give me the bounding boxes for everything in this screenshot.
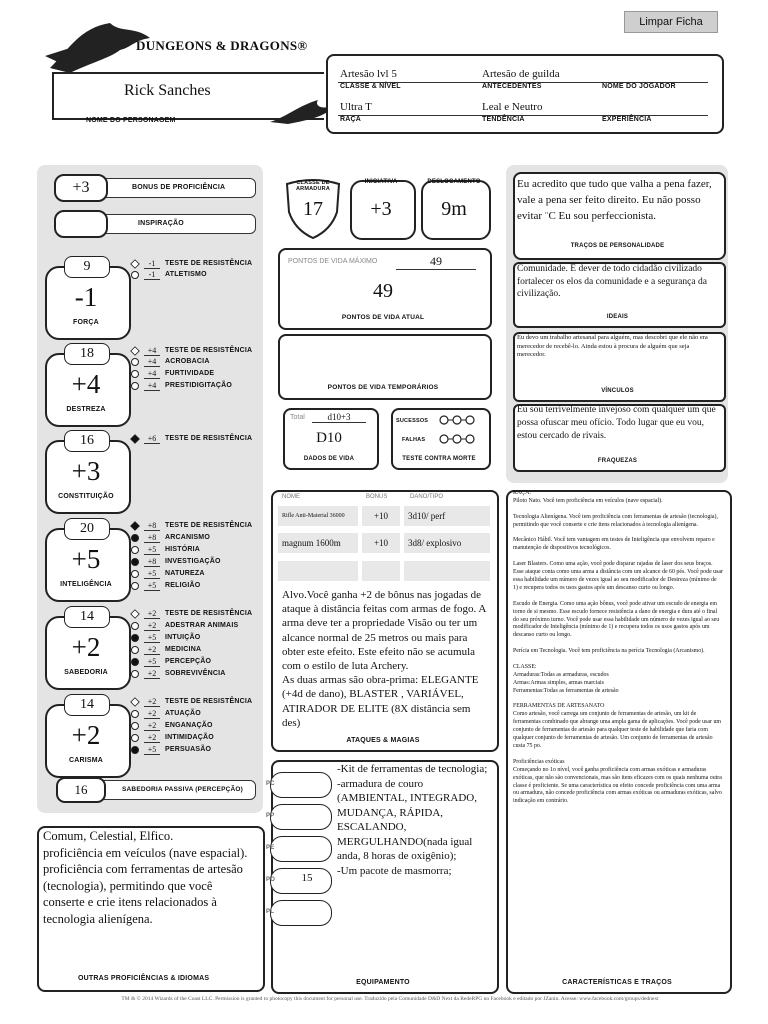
skill-row[interactable] — [131, 633, 261, 644]
coin-label: PL — [266, 909, 275, 915]
skill-value[interactable]: +8 — [144, 521, 160, 531]
skill-label: TESTE DE RESISTÊNCIA — [165, 698, 253, 705]
proficiency-marker[interactable] — [130, 521, 140, 531]
ability-3 — [45, 520, 127, 603]
skill-label: TESTE DE RESISTÊNCIA — [165, 347, 253, 354]
features-text[interactable]: RAÇA: Piloto Nato. Você tem proficiência em veículos (nave espacial). Tecnologia Alienígena. Você tem proficiência com ferramentas de artesão (tecnologia), permitindo que você conserte e crie itens relacionados à tecnologia alienígena. Mecânico Hábil. Você tem vantagem em testes de Inteligência que envolvem reparo e manutenção de dispositivos tecnológicos. Laser Blasters. Como uma ação, você pode disparar rajadas de laser dos seus braços. Esse ataque conta como uma arma a distância com um alcance de 60 pés. Você pode usar essa habilidade um número de vezes igual ao seu modificador de Destreza (mínimo de 1) e recupera todos os usos gastos após um descanso curto ou longo. Escudo de Energia. Como uma ação bônus, você pode ativar um escudo de energia em torno de si mesmo. Esse escudo fornece resistência a dano de energia e dura até o final do seu próximo turno. Você pode usar essa habilidade um número de vezes igual ao seu modificador de Inteligência (mínimo de 1) e recupera todos os usos gastos após um descanso curto ou longo. Perícia em Tecnologia. Você tem proficiência na perícia Tecnologia (Arcanismo). CLASSE: Armaduras:Todas as armaduras, escudos Armas:Armas simples, armas marciais Ferramentas:Todas as ferramentas de artesão FERRAMENTAS DE ARTESANATO Como artesão, você carrega um conjunto de ferramentas de artesão, um kit de ferramentas combinado que abrange uma ampla gama de aplicações. Você pode usar um conjunto de ferramentas de artesão para qualquer teste de habilidade que faria com qualquer conjunto de ferramentas de artesão. Um conjunto de ferramentas de artesão custa 75 po. Proficiências exóticas Começando no 1o nível, você ganha proficiência com armas exóticas e armaduras exóticas, que não são convencionais, mas são itens eficazes com os quais nenhuma outra classe é proficiente. Se uma característica ou efeito concede proficiência com uma arma ou armadura, não concede proficiência com armas exóticas ou armaduras exóticas, salvo indicação em contrário. — [513, 490, 723, 805]
skill-label: ENGANAÇÃO — [165, 722, 213, 729]
skill-value[interactable]: +5 — [144, 745, 160, 755]
skill-value[interactable]: +2 — [144, 709, 160, 719]
features-label: CARACTERÍSTICAS E TRAÇOS — [562, 979, 672, 986]
hit-dice-value[interactable]: D10 — [316, 430, 342, 446]
ability-modifier[interactable]: +5 — [71, 544, 101, 574]
skill-label: RELIGIÃO — [165, 582, 201, 589]
ability-0 — [45, 258, 127, 341]
proficiency-marker[interactable] — [130, 697, 140, 707]
attacks-label: ATAQUES & MAGIAS — [346, 737, 420, 744]
proficiency-bonus-label: BONUS DE PROFICIÊNCIA — [132, 184, 226, 191]
coin-label: PE — [266, 845, 275, 851]
character-name-field[interactable]: Rick Sanches — [124, 82, 211, 99]
proficiency-marker[interactable] — [130, 609, 140, 619]
ability-name: INTELIGÊNCIA — [60, 581, 112, 588]
footer-copyright: TM & © 2014 Wizards of the Coast LLC. Permission is granted to photocopy this document for personal use. Traduzido pela Comunidade D&D Next da RedeRPG no Facebook e editado por JZanin. Acesse: www.facebook.com/groups/dednext — [121, 996, 659, 1002]
ability-5 — [45, 696, 127, 779]
skill-row[interactable] — [131, 581, 261, 592]
proficiency-marker[interactable] — [131, 370, 139, 378]
skill-row[interactable] — [131, 745, 261, 756]
skill-row[interactable] — [131, 346, 261, 357]
skill-value[interactable]: +5 — [144, 581, 160, 591]
proficiency-marker[interactable] — [131, 570, 139, 578]
ability-modifier[interactable]: -1 — [74, 282, 98, 312]
skill-value[interactable]: +4 — [144, 357, 160, 367]
skill-value[interactable]: +8 — [144, 557, 160, 567]
coin-value[interactable]: 15 — [301, 872, 313, 884]
skill-value[interactable]: +2 — [144, 645, 160, 655]
proficiency-marker[interactable] — [131, 358, 139, 366]
dnd-logo — [40, 18, 330, 78]
player-name-label: NOME DO JOGADOR — [602, 83, 676, 90]
ability-modifier[interactable]: +3 — [71, 456, 101, 486]
inspiration-value[interactable] — [54, 210, 108, 238]
skill-row[interactable] — [131, 569, 261, 580]
alignment-field[interactable]: Leal e Neutro — [482, 101, 543, 113]
hit-dice-total-value[interactable]: d10+3 — [312, 412, 366, 423]
skill-label: PERCEPÇÃO — [165, 658, 212, 665]
skill-value[interactable]: +2 — [144, 609, 160, 619]
flaws-label: FRAQUEZAS — [597, 458, 638, 464]
race-label: RAÇA — [340, 116, 362, 123]
skill-value[interactable]: +5 — [144, 657, 160, 667]
attack-row[interactable] — [278, 533, 490, 553]
skill-value[interactable]: +8 — [144, 533, 160, 543]
logo-text: DUNGEONS & DRAGONS® — [136, 38, 308, 53]
skill-row[interactable] — [131, 533, 261, 544]
skill-label: HISTÓRIA — [165, 546, 201, 553]
attack-bonus[interactable]: +10 — [362, 533, 400, 553]
death-saves-label: TESTE CONTRA MORTE — [402, 456, 476, 462]
skill-label: ADESTRAR ANIMAIS — [165, 622, 239, 629]
skill-value[interactable]: +2 — [144, 697, 160, 707]
ability-score[interactable]: 20 — [64, 518, 110, 540]
skill-row[interactable] — [131, 721, 261, 732]
skill-row[interactable] — [131, 434, 261, 445]
skill-row[interactable] — [131, 270, 261, 281]
skill-row[interactable] — [131, 645, 261, 656]
skill-row[interactable] — [131, 381, 261, 392]
attack-bonus[interactable]: +10 — [362, 506, 400, 526]
proficiency-marker[interactable] — [131, 658, 139, 666]
skill-value[interactable]: +5 — [144, 545, 160, 555]
skill-label: ATLETISMO — [165, 271, 207, 278]
skill-value[interactable]: +5 — [144, 633, 160, 643]
other-proficiencies-label: OUTRAS PROFICIÊNCIAS & IDIOMAS — [78, 975, 210, 982]
skill-value[interactable]: +2 — [144, 669, 160, 679]
skill-label: NATUREZA — [165, 570, 205, 577]
temp-hp-label: PONTOS DE VIDA TEMPORÁRIOS — [327, 384, 439, 391]
proficiency-marker[interactable] — [131, 710, 139, 718]
race-field[interactable]: Ultra T — [340, 101, 372, 113]
proficiency-marker[interactable] — [131, 646, 139, 654]
skill-row[interactable] — [131, 609, 261, 620]
skill-value[interactable]: +2 — [144, 621, 160, 631]
skill-row[interactable] — [131, 621, 261, 632]
proficiency-marker[interactable] — [131, 746, 139, 754]
attack-damage[interactable]: 3d8/ explosivo — [404, 533, 490, 553]
skill-row[interactable] — [131, 557, 261, 568]
header-info-box — [326, 54, 724, 134]
equipment-text[interactable]: -Kit de ferramentas de tecnologia; -armadura de couro (AMBIENTAL, INTEGRADO, MUDANÇA, RÁPIDA, ESCALANDO, MERGULHANDO(nada igual anda, 8 horas de oxigênio); -Um pacote de masmorra; — [337, 763, 488, 877]
skill-label: ACROBACIA — [165, 358, 210, 365]
ability-name: CONSTITUIÇÃO — [58, 493, 114, 500]
initiative-label: INICIATIVA — [364, 179, 398, 185]
skill-value[interactable]: +6 — [144, 434, 160, 444]
skill-label: ATUAÇÃO — [165, 710, 201, 717]
armor-class-value[interactable]: 17 — [303, 198, 323, 220]
skill-value[interactable]: +5 — [144, 569, 160, 579]
hp-max-label: PONTOS DE VIDA MÁXIMO — [288, 258, 378, 265]
skill-label: PERSUASÃO — [165, 746, 212, 753]
skill-label: INTUIÇÃO — [165, 634, 201, 641]
bonds-label: VÍNCULOS — [601, 388, 634, 394]
skill-row[interactable] — [131, 357, 261, 368]
skill-label: INVESTIGAÇÃO — [165, 558, 221, 565]
ability-4 — [45, 608, 127, 691]
ability-1 — [45, 345, 127, 428]
skill-row[interactable] — [131, 697, 261, 708]
hp-current-value[interactable]: 49 — [373, 280, 393, 302]
skill-row[interactable] — [131, 709, 261, 720]
ability-score[interactable]: 16 — [64, 430, 110, 452]
hit-dice-label: DADOS DE VIDA — [303, 456, 355, 462]
alignment-label: TENDÊNCIA — [482, 116, 525, 123]
personality-label: TRAÇOS DE PERSONALIDADE — [570, 243, 665, 249]
skill-value[interactable]: +2 — [144, 733, 160, 743]
experience-label: EXPERIÊNCIA — [602, 116, 652, 123]
ideals-text[interactable]: Comunidade. É dever de todo cidadão civilizado fortalecer os elos da comunidade e a segurança da civilização. — [517, 264, 707, 299]
proficiency-marker[interactable] — [131, 271, 139, 279]
proficiency-marker[interactable] — [131, 734, 139, 742]
skill-row[interactable] — [131, 733, 261, 744]
personality-text[interactable]: Eu acredito que tudo que valha a pena fazer, vale a pena ser feito direito. Eu não posso evitar ¨C Eu sou perfeccionista. — [517, 178, 712, 222]
proficiency-marker[interactable] — [131, 722, 139, 730]
death-saves-fail-label: FALHAS — [402, 437, 426, 443]
ability-modifier[interactable]: +2 — [71, 632, 101, 662]
skill-label: TESTE DE RESISTÊNCIA — [165, 610, 253, 617]
skill-row[interactable] — [131, 259, 261, 270]
skill-row[interactable] — [131, 657, 261, 668]
skill-value[interactable]: -1 — [144, 270, 160, 280]
character-name-label: NOME DO PERSONAGEM — [86, 117, 176, 124]
background-field[interactable]: Artesão de guilda — [482, 68, 560, 80]
skill-value[interactable]: +2 — [144, 721, 160, 731]
ability-name: SABEDORIA — [64, 669, 108, 676]
skill-value[interactable]: +4 — [144, 381, 160, 391]
skill-row[interactable] — [131, 669, 261, 680]
ability-name: FORÇA — [73, 319, 99, 326]
proficiency-marker[interactable] — [130, 346, 140, 356]
skill-label: INTIMIDAÇÃO — [165, 734, 214, 741]
proficiency-marker[interactable] — [131, 670, 139, 678]
ability-score[interactable]: 9 — [64, 256, 110, 278]
skill-label: TESTE DE RESISTÊNCIA — [165, 260, 253, 267]
attacks-header-bonus: BONUS — [366, 494, 388, 500]
proficiency-marker[interactable] — [131, 534, 139, 542]
skill-value[interactable]: -1 — [144, 259, 160, 269]
speed-value[interactable]: 9m — [441, 198, 467, 220]
background-label: ANTECEDENTES — [482, 83, 542, 90]
death-save-checkboxes[interactable] — [438, 412, 478, 452]
ability-score[interactable]: 14 — [64, 694, 110, 716]
armor-class-label: CLASSE DE ARMADURA — [296, 180, 330, 192]
class-level-field[interactable]: Artesão lvl 5 — [340, 68, 397, 80]
death-saves-success-label: SUCESSOS — [396, 418, 429, 424]
skill-label: TESTE DE RESISTÊNCIA — [165, 522, 253, 529]
clear-sheet-button[interactable]: Limpar Ficha — [624, 11, 718, 33]
bonds-text[interactable]: Eu devo um trabalho artesanal para alguém, mas descobri que ele não era merecedor de recebê-lo. Ainda estou à procura de alguém que seja merecedor. — [517, 334, 708, 358]
ability-score[interactable]: 14 — [64, 606, 110, 628]
speed-label: DESLOCAMENTO — [427, 179, 481, 185]
equipment-label: EQUIPAMENTO — [356, 979, 410, 986]
attack-name[interactable]: magnum 1600m — [278, 533, 358, 553]
attacks-notes[interactable]: Alvo.Você ganha +2 de bônus nas jogadas de ataque à distância feitas com armas de fogo. A arma deve ter a propriedade Visão ou ter um alcance normal de 25 metros ou mais para obter este efeito. Este efeito não se acumula com o estilo de luta Archery. As duas armas são obra-prima: ELEGANTE (+4d de dano), BLASTER , VARIÁVEL, ATIRADOR DE ELITE (8X distância sem des) — [282, 589, 486, 729]
class-level-label: CLASSE & NÍVEL — [340, 83, 401, 90]
inspiration-label: INSPIRAÇÃO — [138, 220, 184, 227]
proficiency-marker[interactable] — [131, 634, 139, 642]
skill-label: SOBREVIVÊNCIA — [165, 670, 226, 677]
proficiency-bonus-value[interactable]: +3 — [54, 174, 108, 202]
proficiency-marker[interactable] — [130, 434, 140, 444]
ability-2 — [45, 432, 127, 515]
skill-label: TESTE DE RESISTÊNCIA — [165, 435, 253, 442]
coin-label: PO — [266, 877, 276, 883]
skill-label: MEDICINA — [165, 646, 202, 653]
flaws-text[interactable]: Eu sou terrivelmente invejoso com qualquer um que possa ofuscar meu ofício. Todo lugar que eu vou, estou cercado de rivais. — [517, 405, 716, 441]
skill-label: PRESTIDIGITAÇÃO — [165, 382, 233, 389]
skill-row[interactable] — [131, 545, 261, 556]
ability-modifier[interactable]: +2 — [71, 720, 101, 750]
proficiency-marker[interactable] — [131, 558, 139, 566]
proficiency-marker[interactable] — [130, 259, 140, 269]
skill-value[interactable]: +4 — [144, 369, 160, 379]
proficiency-marker[interactable] — [131, 622, 139, 630]
proficiency-marker[interactable] — [131, 382, 139, 390]
passive-wisdom-label: SABEDORIA PASSIVA (PERCEPÇÃO) — [122, 786, 244, 793]
skill-label: FURTIVIDADE — [165, 370, 215, 377]
skill-row[interactable] — [131, 369, 261, 380]
attack-row-empty[interactable] — [278, 561, 490, 581]
hp-max-value[interactable]: 49 — [396, 254, 476, 270]
ability-name: CARISMA — [68, 757, 104, 764]
attack-row[interactable] — [278, 506, 490, 526]
hp-current-label: PONTOS DE VIDA ATUAL — [341, 314, 425, 321]
other-proficiencies-text[interactable]: Comum, Celestial, Elfico. proficiência em veículos (nave espacial). proficiência com ferramentas de artesão (tecnologia), permitindo que você conserte e crie itens relacionados à tecnologia alienígena. — [43, 829, 248, 926]
hit-dice-total-label: Total — [290, 414, 305, 421]
ability-name: DESTREZA — [66, 406, 106, 413]
ability-score[interactable]: 18 — [64, 343, 110, 365]
ability-modifier[interactable]: +4 — [71, 369, 101, 399]
skill-row[interactable] — [131, 521, 261, 532]
attacks-header-damage: DANO/TIPO — [410, 494, 444, 500]
coin-label: PP — [266, 813, 275, 819]
coin-label: PC — [266, 781, 275, 787]
skill-value[interactable]: +4 — [144, 346, 160, 356]
ideals-label: IDEAIS — [606, 314, 629, 320]
initiative-value[interactable]: +3 — [370, 198, 392, 220]
proficiency-marker[interactable] — [131, 546, 139, 554]
skill-label: ARCANISMO — [165, 534, 210, 541]
passive-wisdom-value[interactable]: 16 — [56, 777, 106, 803]
attacks-header-name: NOME — [282, 494, 300, 500]
attack-name[interactable]: Rifle Anti-Material 36000 — [278, 506, 358, 526]
attack-damage[interactable]: 3d10/ perf — [404, 506, 490, 526]
proficiency-marker[interactable] — [131, 582, 139, 590]
